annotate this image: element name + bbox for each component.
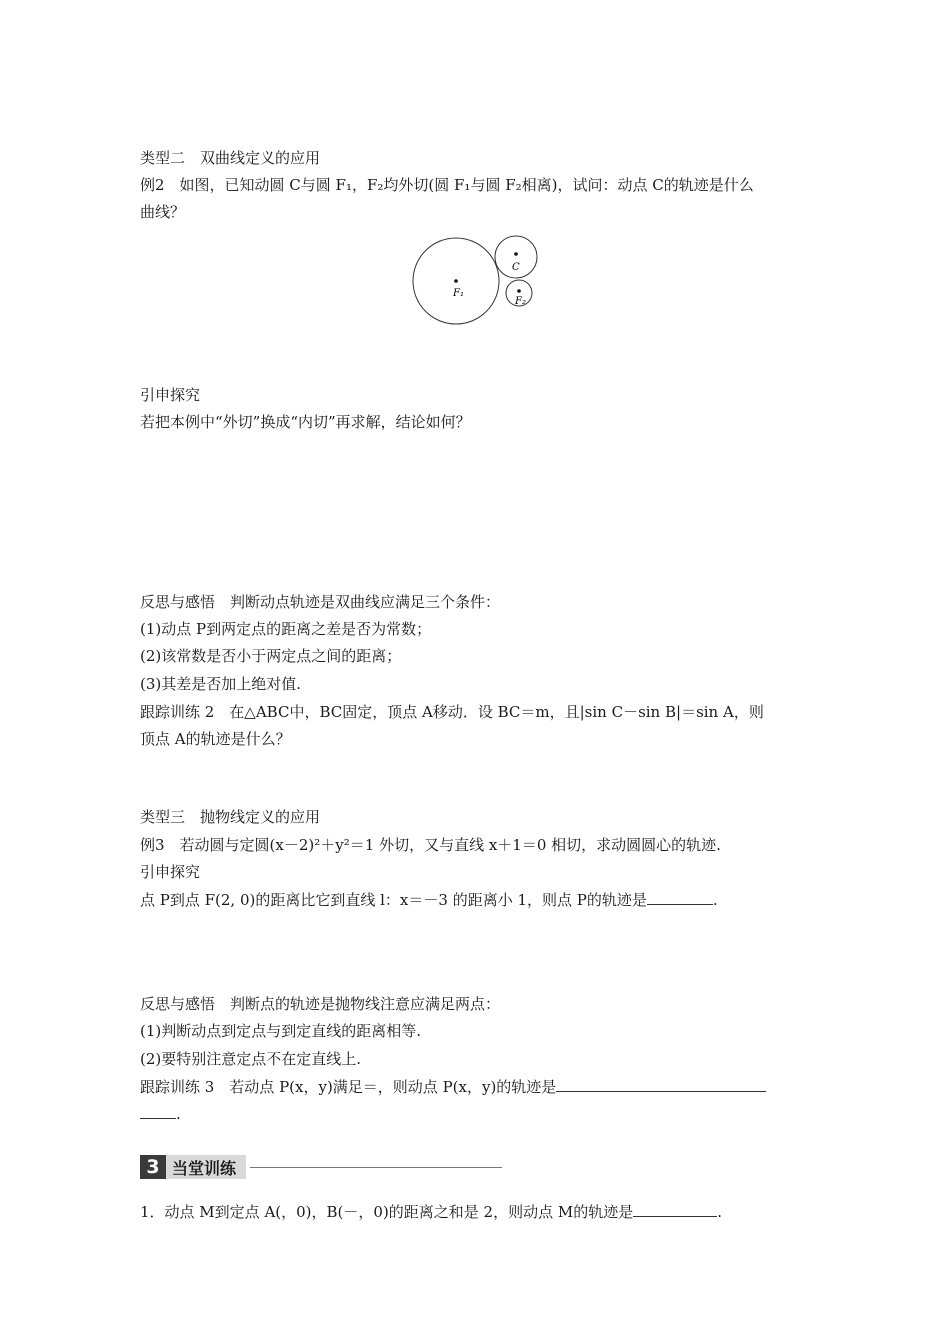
type2-heading: 类型二 双曲线定义的应用 (140, 149, 321, 167)
type2-reflection-heading: 反思与感悟 判断动点轨迹是双曲线应满足三个条件： (140, 593, 501, 611)
type3-reflection-item: (1)判断动点到定点与到定直线的距离相等. (140, 1022, 422, 1040)
answer-blank[interactable] (647, 890, 713, 905)
exercise1-text: 1．动点 M到定点 A(，0)，B(－，0)的距离之和是 2，则动点 M的轨迹是 (140, 1203, 634, 1221)
section-number: 3 (140, 1155, 166, 1179)
label-f2: F₂ (515, 296, 526, 307)
point-f2 (517, 289, 521, 293)
training2-line2: 顶点 A的轨迹是什么？ (140, 730, 291, 748)
type2-extension-heading: 引申探究 (140, 386, 201, 404)
answer-blank[interactable] (140, 1104, 176, 1119)
type3-reflection-item: (2)要特别注意定点不在定直线上. (140, 1050, 362, 1068)
exercise1-line (140, 1202, 722, 1222)
tangent-circles-figure (405, 232, 545, 328)
example2-line2: 曲线？ (140, 203, 186, 221)
period: . (176, 1105, 181, 1123)
section-header (140, 1154, 502, 1180)
type2-reflection-item: (3)其差是否加上绝对值. (140, 675, 302, 693)
type3-extension-line (140, 890, 718, 910)
example3-text: 例3 若动圆与定圆(x－2)²＋y²＝1 外切，又与直线 x＋1＝0 相切，求动圆圆心的轨迹. (140, 836, 721, 854)
training2-line1: 跟踪训练 2 在△ABC中，BC固定，顶点 A移动．设 BC＝m，且|sin C－sin B|＝sin A，则 (140, 703, 764, 721)
training3-text: 跟踪训练 3 若动点 P(x，y)满足＝，则动点 P(x，y)的轨迹是 (140, 1078, 557, 1096)
type3-extension-text: 点 P到点 F(2, 0)的距离比它到直线 l：x＝－3 的距离小 1，则点 P的轨迹是 (140, 891, 647, 909)
type2-extension-text: 若把本例中“外切”换成“内切”再求解，结论如何？ (140, 413, 471, 431)
answer-blank[interactable] (556, 1077, 766, 1092)
example2-line1: 例2 如图，已知动圆 C与圆 F₁，F₂均外切(圆 F₁与圆 F₂相离)，试问：动点 C的轨迹是什么 (140, 176, 754, 194)
period: . (712, 891, 718, 909)
type3-reflection-heading: 反思与感悟 判断点的轨迹是抛物线注意应满足两点： (140, 995, 501, 1013)
type2-reflection-item: (1)动点 P到两定点的距离之差是否为常数； (140, 620, 432, 638)
type2-reflection-item: (2)该常数是否小于两定点之间的距离； (140, 647, 402, 665)
label-f1: F₁ (453, 288, 464, 299)
point-c (514, 252, 518, 256)
training3-line1 (140, 1077, 766, 1097)
type3-extension-heading: 引申探究 (140, 863, 201, 881)
section-title: 当堂训练 (166, 1155, 246, 1179)
answer-blank[interactable] (633, 1202, 717, 1217)
period: . (717, 1203, 723, 1221)
type3-heading: 类型三 抛物线定义的应用 (140, 808, 321, 826)
point-f1 (454, 279, 458, 283)
training3-line2 (140, 1104, 181, 1124)
section-divider (250, 1167, 502, 1168)
label-c: C (512, 262, 520, 273)
